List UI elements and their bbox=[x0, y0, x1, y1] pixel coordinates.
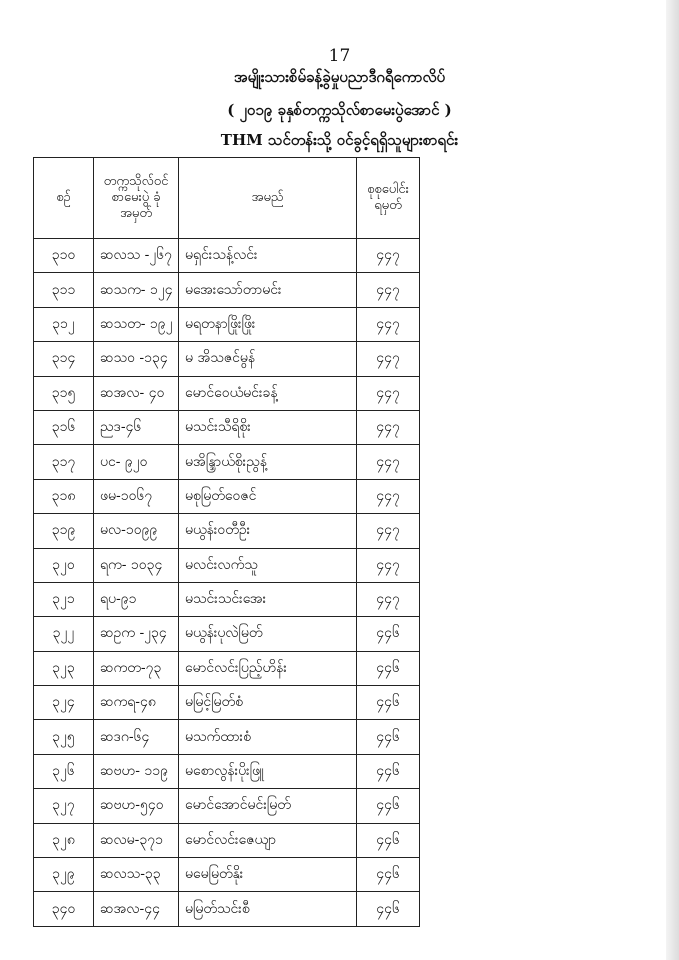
cell-roll-number: ပင- ၉၂၀ bbox=[94, 445, 179, 479]
cell-serial-no: ၃၁၀ bbox=[34, 239, 94, 273]
cell-roll-number: ဆဗဟ-၅၄၀ bbox=[94, 789, 179, 823]
table-row bbox=[34, 307, 420, 341]
table-row bbox=[34, 582, 420, 616]
table-body bbox=[34, 239, 420, 927]
table-row bbox=[34, 445, 420, 479]
cell-roll-number: မလ-၁၀၉၉ bbox=[94, 514, 179, 548]
cell-roll-number: ဆသက- ၁၂၄ bbox=[94, 273, 179, 307]
cell-serial-no: ၃၂၀ bbox=[34, 548, 94, 582]
cell-name: မ အိသဇင်မွန် bbox=[179, 342, 357, 376]
cell-roll-number: ဆလမ-၃၇၁ bbox=[94, 823, 179, 857]
table-row bbox=[34, 548, 420, 582]
cell-name: မမေမြတ်နိုး bbox=[179, 858, 357, 892]
cell-total-marks: ၄၄၇ bbox=[357, 239, 420, 273]
cell-serial-no: ၃၂၉ bbox=[34, 858, 94, 892]
cell-total-marks: ၄၄၆ bbox=[357, 789, 420, 823]
table-row bbox=[34, 410, 420, 444]
cell-name: မသင်းသင်းအေး bbox=[179, 582, 357, 616]
cell-roll-number: ဆအလ- ၄၀ bbox=[94, 376, 179, 410]
table-row bbox=[34, 686, 420, 720]
cell-serial-no: ၃၂၃ bbox=[34, 651, 94, 685]
cell-name: မောင်လင်းဇေယျာ bbox=[179, 823, 357, 857]
cell-name: မမြတ်သင်းစီ bbox=[179, 892, 357, 926]
cell-roll-number: ရက- ၁၀၃၄ bbox=[94, 548, 179, 582]
header-serial-no: စဉ် bbox=[34, 158, 94, 239]
cell-roll-number: ဖမ-၁၀၆၇ bbox=[94, 479, 179, 513]
cell-roll-number: ဆဗဟ- ၁၁၉ bbox=[94, 754, 179, 788]
cell-name: မသက်ထားစံ bbox=[179, 720, 357, 754]
cell-serial-no: ၃၁၅ bbox=[34, 376, 94, 410]
header-total-marks: စုစုပေါင်း ရမှတ် bbox=[357, 158, 420, 239]
cell-name: မောင်လင်းပြည့်ဟိန်း bbox=[179, 651, 357, 685]
cell-total-marks: ၄၄၇ bbox=[357, 342, 420, 376]
table-row bbox=[34, 479, 420, 513]
cell-serial-no: ၃၂၈ bbox=[34, 823, 94, 857]
cell-total-marks: ၄၄၆ bbox=[357, 858, 420, 892]
cell-roll-number: ဆကတ-၇၃ bbox=[94, 651, 179, 685]
table-row bbox=[34, 892, 420, 926]
cell-name: မအေးသော်တာမင်း bbox=[179, 273, 357, 307]
cell-serial-no: ၃၂၅ bbox=[34, 720, 94, 754]
cell-name: မသင်းသီရိစိုး bbox=[179, 410, 357, 444]
cell-name: မောင်ဝေယံမင်းခန့် bbox=[179, 376, 357, 410]
cell-serial-no: ၃၂၄ bbox=[34, 686, 94, 720]
cell-roll-number: ညဒ-၄၆ bbox=[94, 410, 179, 444]
page-number: 17 bbox=[328, 46, 351, 66]
cell-serial-no: ၃၁၁ bbox=[34, 273, 94, 307]
cell-name: မရှင်းသန့်လင်း bbox=[179, 239, 357, 273]
cell-total-marks: ၄၄၆ bbox=[357, 686, 420, 720]
cell-serial-no: ၃၁၆ bbox=[34, 410, 94, 444]
cell-roll-number: ဆဒဂ-၆၄ bbox=[94, 720, 179, 754]
table-row bbox=[34, 651, 420, 685]
institution-title: အမျိုးသားစိမ်ခန့်ခွဲမှုပညာဒီဂရီကောလိပ် bbox=[233, 68, 446, 86]
cell-roll-number: ဆသတ- ၁၉၂ bbox=[94, 307, 179, 341]
cell-total-marks: ၄၄၇ bbox=[357, 548, 420, 582]
cell-total-marks: ၄၄၆ bbox=[357, 617, 420, 651]
exam-year-subtitle: ( ၂၀၁၉ ခုနှစ်တက္ကသိုလ်စာမေးပွဲအောင် ) bbox=[227, 101, 452, 119]
cell-name: မယွန်းဝတီဦး bbox=[179, 514, 357, 548]
cell-name: မစောလွန်းပိုးဖြူ bbox=[179, 754, 357, 788]
table-row bbox=[34, 239, 420, 273]
cell-serial-no: ၃၂၇ bbox=[34, 789, 94, 823]
list-title: THM သင်တန်းသို့ ဝင်ခွင့်ရရှိသူများစာရင်း bbox=[220, 131, 459, 149]
cell-serial-no: ၃၁၄ bbox=[34, 342, 94, 376]
cell-total-marks: ၄၄၆ bbox=[357, 720, 420, 754]
table-row bbox=[34, 789, 420, 823]
cell-name: မအိန္ဒြာယ်စိုးညွန့် bbox=[179, 445, 357, 479]
cell-serial-no: ၃၁၈ bbox=[34, 479, 94, 513]
cell-serial-no: ၃၂၂ bbox=[34, 617, 94, 651]
cell-name: မမြင့်မြတ်စံ bbox=[179, 686, 357, 720]
cell-roll-number: ဆလသ-၃၃ bbox=[94, 858, 179, 892]
cell-roll-number: ဆသ၀ -၁၃၄ bbox=[94, 342, 179, 376]
cell-total-marks: ၄၄၆ bbox=[357, 892, 420, 926]
cell-name: မလင်းလက်သူ bbox=[179, 548, 357, 582]
cell-serial-no: ၃၁၇ bbox=[34, 445, 94, 479]
cell-name: မယွန်းပုလဲမြတ် bbox=[179, 617, 357, 651]
table-row bbox=[34, 617, 420, 651]
admission-list-table bbox=[33, 157, 420, 927]
cell-total-marks: ၄၄၇ bbox=[357, 479, 420, 513]
cell-name: မောင်အောင်မင်းမြတ် bbox=[179, 789, 357, 823]
cell-total-marks: ၄၄၇ bbox=[357, 376, 420, 410]
cell-total-marks: ၄၄၇ bbox=[357, 514, 420, 548]
header-roll-number: တက္ကသိုလ်ဝင် စာမေးပွဲ ခုံအမှတ် bbox=[94, 158, 179, 239]
header-name: အမည် bbox=[179, 158, 357, 239]
cell-total-marks: ၄၄၆ bbox=[357, 754, 420, 788]
cell-serial-no: ၃၂၆ bbox=[34, 754, 94, 788]
cell-total-marks: ၄၄၆ bbox=[357, 823, 420, 857]
cell-roll-number: ဆအလ-၄၄ bbox=[94, 892, 179, 926]
cell-roll-number: ဆလသ -၂၆၇ bbox=[94, 239, 179, 273]
cell-serial-no: ၃၁၉ bbox=[34, 514, 94, 548]
cell-total-marks: ၄၄၇ bbox=[357, 582, 420, 616]
cell-serial-no: ၃၂၁ bbox=[34, 582, 94, 616]
table-row bbox=[34, 273, 420, 307]
table-row bbox=[34, 514, 420, 548]
table-row bbox=[34, 823, 420, 857]
table-row bbox=[34, 754, 420, 788]
table-row bbox=[34, 376, 420, 410]
cell-total-marks: ၄၄၇ bbox=[357, 445, 420, 479]
table-row bbox=[34, 720, 420, 754]
cell-name: မရတနာဖြိုးဖြိုး bbox=[179, 307, 357, 341]
cell-total-marks: ၄၄၇ bbox=[357, 273, 420, 307]
table-header-row bbox=[34, 158, 420, 239]
cell-serial-no: ၃၁၂ bbox=[34, 307, 94, 341]
cell-total-marks: ၄၄၇ bbox=[357, 307, 420, 341]
cell-serial-no: ၃၄၀ bbox=[34, 892, 94, 926]
table-row bbox=[34, 342, 420, 376]
table-row bbox=[34, 858, 420, 892]
cell-roll-number: ဆဥက -၂၃၄ bbox=[94, 617, 179, 651]
cell-roll-number: ဆကရ-၄၈ bbox=[94, 686, 179, 720]
cell-total-marks: ၄၄၇ bbox=[357, 410, 420, 444]
cell-total-marks: ၄၄၆ bbox=[357, 651, 420, 685]
page-edge-shadow bbox=[666, 0, 679, 960]
cell-roll-number: ရပ-၉၁ bbox=[94, 582, 179, 616]
cell-name: မစုမြတ်ဝေဇင် bbox=[179, 479, 357, 513]
